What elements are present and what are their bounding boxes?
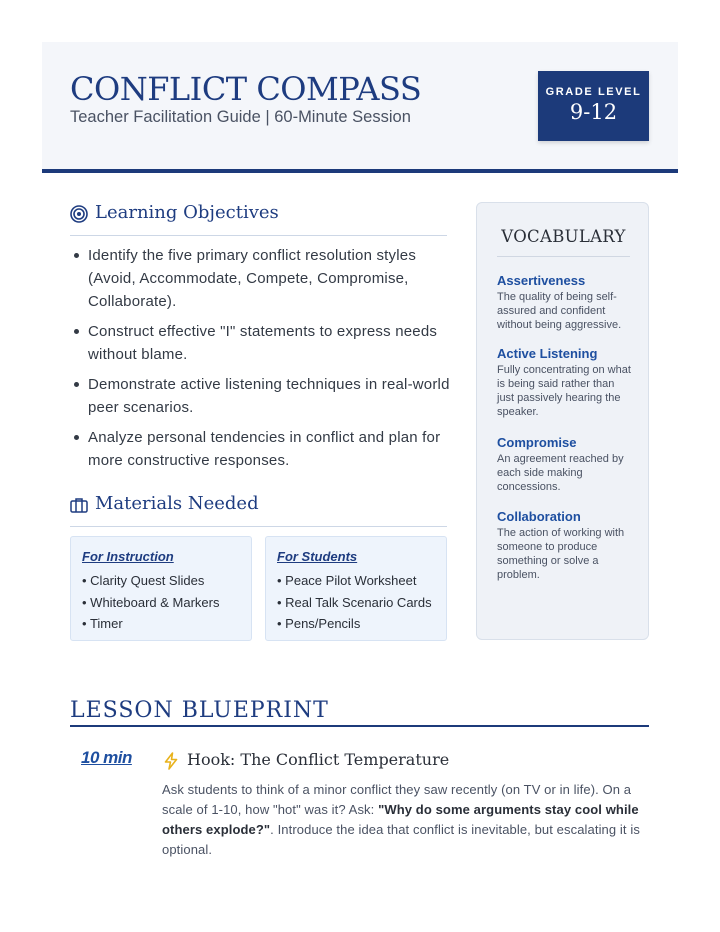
materials-students-title: For Students bbox=[277, 549, 358, 564]
objectives-heading-label: Learning Objectives bbox=[95, 202, 279, 223]
materials-students-box bbox=[265, 536, 447, 641]
grade-level-badge bbox=[538, 71, 649, 141]
step-heading: Hook: The Conflict Temperature bbox=[187, 750, 450, 769]
lightning-icon bbox=[162, 752, 180, 770]
vocab-term bbox=[497, 509, 632, 582]
list-item: • Timer bbox=[82, 613, 220, 635]
blueprint-title: LESSON BLUEPRINT bbox=[70, 698, 649, 727]
vocab-term-name: Active Listening bbox=[497, 346, 598, 361]
materials-heading-label: Materials Needed bbox=[95, 493, 259, 514]
list-item: • Pens/Pencils bbox=[277, 613, 432, 635]
grade-level-value: 9-12 bbox=[569, 100, 618, 124]
list-item: Demonstrate active listening techniques in real-world peer scenarios. bbox=[70, 373, 450, 419]
objectives-list bbox=[70, 244, 450, 479]
vocab-term bbox=[497, 273, 632, 332]
vocab-term bbox=[497, 435, 632, 494]
step-description-question: "Why do some arguments stay cool while others explode?" bbox=[162, 802, 639, 837]
briefcase-icon bbox=[70, 496, 88, 514]
vocabulary-title: VOCABULARY bbox=[497, 227, 630, 257]
vocab-term-definition: The action of working with someone to produce something or solve a problem. bbox=[497, 527, 625, 581]
materials-heading bbox=[70, 493, 447, 527]
vocabulary-panel bbox=[476, 202, 649, 640]
list-item: • Clarity Quest Slides bbox=[82, 570, 220, 592]
page-title: CONFLICT COMPASS bbox=[70, 70, 422, 108]
materials-instruction-title: For Instruction bbox=[82, 549, 174, 564]
list-item: Construct effective "I" statements to express needs without blame. bbox=[70, 320, 450, 366]
objectives-heading bbox=[70, 202, 447, 236]
vocab-term bbox=[497, 346, 632, 419]
vocab-term-definition: An agreement reached by each side making concessions. bbox=[497, 453, 624, 493]
materials-instruction-list bbox=[82, 570, 220, 635]
vocab-term-name: Collaboration bbox=[497, 509, 581, 524]
step-description-text: . Introduce the idea that conflict is inevitable, but escalating it is optional. bbox=[162, 822, 640, 857]
header-divider bbox=[42, 169, 678, 173]
vocab-term-name: Assertiveness bbox=[497, 273, 586, 288]
grade-level-label: GRADE LEVEL bbox=[545, 86, 642, 98]
list-item: Identify the five primary conflict resolution styles (Avoid, Accommodate, Compete, Compromise, Collaborate). bbox=[70, 244, 450, 313]
page-subtitle: Teacher Facilitation Guide | 60-Minute Session bbox=[70, 108, 411, 126]
vocab-term-definition: Fully concentrating on what is being said rather than just passively hearing the speaker. bbox=[497, 364, 631, 418]
page-header bbox=[42, 42, 678, 170]
step-description bbox=[162, 780, 642, 860]
materials-students-list bbox=[277, 570, 432, 635]
list-item: Analyze personal tendencies in conflict and plan for more constructive responses. bbox=[70, 426, 450, 472]
list-item: • Peace Pilot Worksheet bbox=[277, 570, 432, 592]
vocab-term-name: Compromise bbox=[497, 435, 577, 450]
materials-instruction-box bbox=[70, 536, 252, 641]
step-duration: 10 min bbox=[81, 748, 132, 767]
target-icon bbox=[70, 205, 88, 223]
vocab-term-definition: The quality of being self-assured and confident without being aggressive. bbox=[497, 291, 622, 331]
list-item: • Whiteboard & Markers bbox=[82, 592, 220, 614]
step-description-text: Ask students to think of a minor conflict they saw recently (on TV or in life). On a scale of 1-10, how "hot" was it? Ask: bbox=[162, 782, 632, 817]
list-item: • Real Talk Scenario Cards bbox=[277, 592, 432, 614]
